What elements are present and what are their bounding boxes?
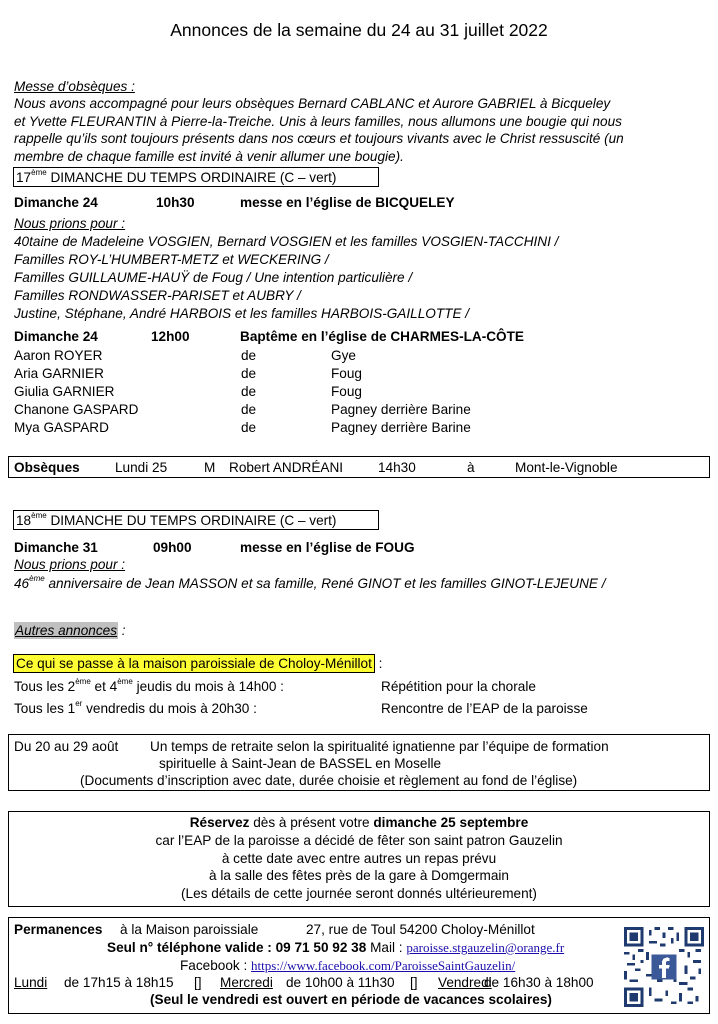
child-place: Pagney derrière Barine: [331, 420, 471, 435]
mass18-time: 09h00: [153, 540, 192, 555]
prions18-item: [14, 576, 606, 591]
child-de: de: [241, 420, 257, 435]
funeral-day: Lundi 25: [115, 460, 168, 475]
sunday18-sup: ème: [31, 511, 47, 520]
phone-number: Seul n° téléphone valide : 09 71 50 92 38: [107, 940, 367, 955]
permanences-contact: [107, 940, 564, 956]
maison-row1-sup1: ème: [75, 677, 91, 686]
maison-heading: [13, 656, 382, 671]
autres-heading: [14, 623, 126, 638]
lundi-hours: de 17h15 à 18h15: [64, 975, 174, 990]
prions18-text: anniversaire de Jean MASSON et sa famille, René GINOT et les familles GINOT-LEJEUNE /: [44, 576, 606, 591]
maison-row1-sup2: ème: [117, 677, 133, 686]
mass17-desc: messe en l’église de BICQUELEY: [240, 195, 455, 210]
permanences-line1: [14, 922, 102, 937]
maison-row1-a: Tous les 2: [14, 679, 76, 694]
mass18-desc: messe en l’église de FOUG: [240, 540, 415, 555]
retraite-line2: spirituelle à Saint-Jean de BASSEL en Moselle: [158, 756, 442, 771]
child-de: de: [241, 402, 257, 417]
child-de: de: [241, 384, 257, 399]
retraite-dates: Du 20 au 29 août: [14, 739, 119, 754]
obseques-line: et Yvette FLEURANTIN à Pierre-la-Treiche. Unis à leurs familles, nous allumons une bougie qui nous: [14, 114, 622, 129]
obseques-line: rappelle qu’ils sont toujours présents dans nos cœurs et toujours vivants avec le Christ ressuscité (un: [14, 131, 624, 146]
child-name: Giulia GARNIER: [14, 384, 115, 399]
maison-row2-b: vendredis du mois à 20h30 :: [82, 701, 257, 716]
prions17-item: 40taine de Madeleine VOSGIEN, Bernard VOSGIEN et les familles VOSGIEN-TACCHINI /: [14, 234, 559, 249]
qr-code-facebook-icon[interactable]: [624, 927, 704, 1007]
obseques-line: Nous avons accompagné pour leurs obsèques Bernard CABLANC et Aurore GABRIEL à Bicqueley: [14, 96, 611, 111]
reservez-mid: dès à présent votre: [249, 815, 374, 830]
reservez-line: (Les détails de cette journée seront donnés ultérieurement): [181, 886, 537, 901]
obseques-heading: Messe d’obsèques :: [14, 79, 135, 94]
permanences-addr1: à la Maison paroissiale: [120, 922, 259, 937]
maison-row1-c: jeudis du mois à 14h00 :: [132, 679, 284, 694]
child-de: de: [241, 348, 257, 363]
maison-colon: :: [374, 656, 383, 671]
reservez-bold1: Réservez: [189, 815, 250, 830]
mail-link[interactable]: paroisse.stgauzelin@orange.fr: [406, 940, 565, 955]
child-de: de: [241, 366, 257, 381]
sunday17-header: [16, 170, 336, 185]
autres-colon: :: [118, 623, 126, 638]
prions18-heading: Nous prions pour :: [14, 557, 126, 572]
prions18-num: 46: [14, 576, 30, 591]
mercredi-label: Mercredi: [220, 975, 273, 990]
facebook-link[interactable]: https://www.facebook.com/ParoisseSaintGauzelin/: [251, 958, 516, 973]
maison-label: Ce qui se passe à la maison paroissiale de Choloy-Ménillot: [13, 654, 375, 673]
reservez-line: à la salle des fêtes près de la gare à Domgermain: [209, 868, 509, 883]
mass17-time: 10h30: [156, 195, 195, 210]
child-place: Gye: [331, 348, 356, 363]
obseques-line: membre de chaque famille est invité à venir allumer une bougie).: [14, 149, 404, 164]
child-place: Foug: [331, 384, 362, 399]
prions17-item: Familles ROY-L’HUMBERT-METZ et WECKERING /: [14, 252, 329, 267]
prions17-item: Familles RONDWASSER-PARISET et AUBRY /: [14, 288, 301, 303]
autres-label: Autres annonces: [15, 623, 118, 638]
child-name: Aria GARNIER: [14, 366, 104, 381]
prions18-sup: ème: [29, 574, 45, 583]
child-name: Mya GASPARD: [14, 420, 109, 435]
prions17-item: Justine, Stéphane, André HARBOIS et les familles HARBOIS-GAILLOTTE /: [14, 306, 470, 321]
retraite-line3: (Documents d’inscription avec date, durée choisie et règlement au fond de l’église): [80, 773, 578, 788]
retraite-line1: Un temps de retraite selon la spiritualité ignatienne par l’équipe de formation: [150, 739, 609, 754]
prions17-item: Familles GUILLAUME-HAUŸ de Foug / Une intention particulière /: [14, 270, 413, 285]
vendredi-label: Vendredi: [438, 975, 492, 990]
maison-row2-right: Rencontre de l’EAP de la paroisse: [381, 701, 588, 716]
sep-1: []: [194, 975, 202, 990]
maison-row2-a: Tous les 1: [14, 701, 76, 716]
child-name: Aaron ROYER: [14, 348, 103, 363]
child-place: Foug: [331, 366, 362, 381]
funeral-place: Mont-le-Vignoble: [515, 460, 618, 475]
sunday17-num: 17: [16, 170, 32, 185]
sunday18-num: 18: [16, 513, 32, 528]
maison-row1-b: et 4: [90, 679, 118, 694]
funeral-m: M: [204, 460, 216, 475]
sep-2: []: [410, 975, 418, 990]
child-name: Chanone GASPARD: [14, 402, 139, 417]
permanences-label: Permanences: [14, 922, 103, 937]
mass17-day: Dimanche 24: [14, 195, 98, 210]
sunday17-label: DIMANCHE DU TEMPS ORDINAIRE (C – vert): [46, 170, 337, 185]
mercredi-hours: de 10h00 à 11h30: [286, 975, 395, 990]
page-title: Annonces de la semaine du 24 au 31 juillet 2022: [170, 20, 548, 40]
bapteme-day: Dimanche 24: [14, 329, 98, 344]
lundi-label: Lundi: [14, 975, 48, 990]
reservez-line: à cette date avec entre autres un repas prévu: [221, 851, 497, 866]
facebook-label: Facebook :: [180, 958, 252, 973]
mail-label: Mail :: [366, 940, 407, 955]
vendredi-hours: de 16h30 à 18h00: [484, 975, 594, 990]
reservez-bold2: dimanche 25 septembre: [373, 815, 529, 830]
sunday18-header: [16, 513, 336, 528]
funeral-name: Robert ANDRÉANI: [229, 460, 344, 475]
mass18-day: Dimanche 31: [14, 540, 98, 555]
maison-row1: [14, 679, 284, 694]
sunday18-label: DIMANCHE DU TEMPS ORDINAIRE (C – vert): [46, 513, 337, 528]
funeral-label: Obsèques: [14, 460, 80, 475]
funeral-a: à: [467, 460, 475, 475]
facebook-line: [180, 958, 515, 974]
sunday17-sup: ème: [31, 168, 47, 177]
funeral-time: 14h30: [378, 460, 416, 475]
bapteme-time: 12h00: [151, 329, 190, 344]
reservez-headline: [8, 815, 710, 830]
permanences-addr2: 27, rue de Toul 54200 Choloy-Ménillot: [306, 922, 535, 937]
prions17-heading: Nous prions pour :: [14, 216, 126, 231]
bapteme-desc: Baptême en l’église de CHARMES-LA-CÔTE: [240, 329, 525, 344]
reservez-line: car l’EAP de la paroisse a décidé de fêter son saint patron Gauzelin: [155, 833, 563, 848]
maison-row1-right: Répétition pour la chorale: [381, 679, 536, 694]
permanences-note: (Seul le vendredi est ouvert en période de vacances scolaires): [150, 992, 552, 1007]
child-place: Pagney derrière Barine: [331, 402, 471, 417]
maison-row2-sup: er: [75, 699, 83, 708]
maison-row2: [14, 701, 257, 716]
